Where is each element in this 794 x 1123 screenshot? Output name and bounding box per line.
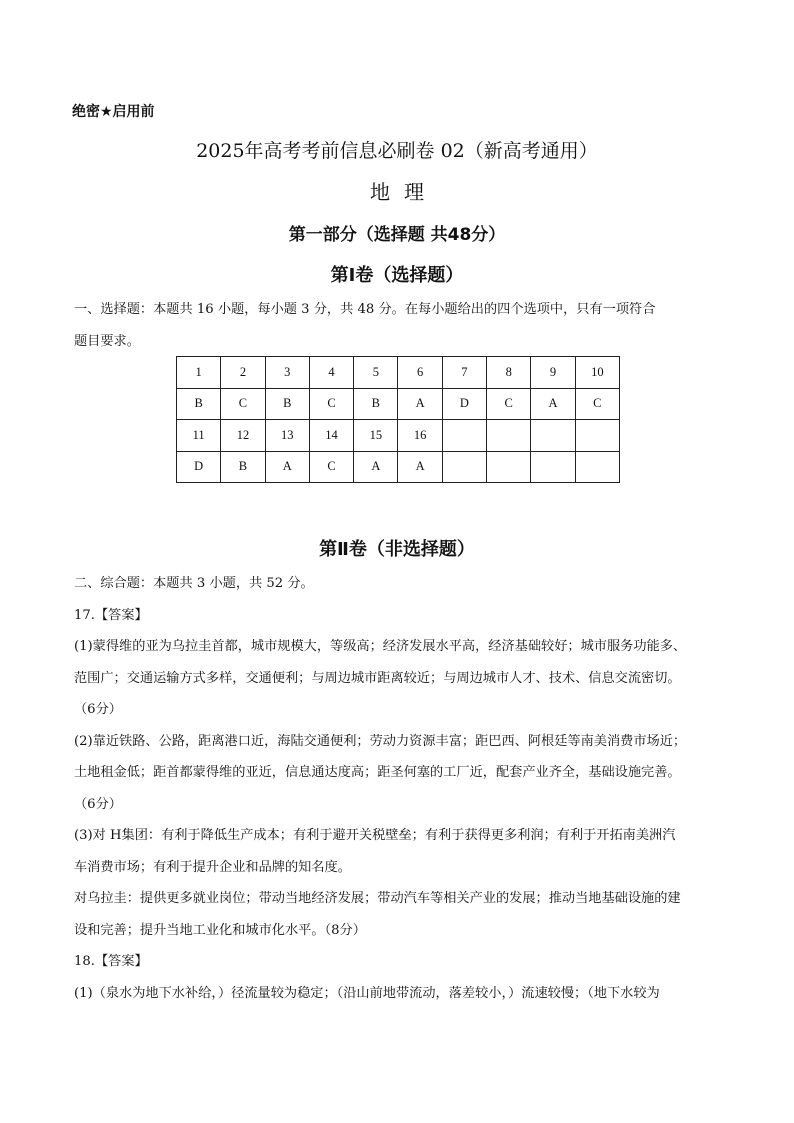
answer-table-cell: A <box>265 451 309 483</box>
answer-table-cell: C <box>575 388 619 420</box>
section1-intro <box>74 294 724 357</box>
answer-table-cell: B <box>354 388 398 420</box>
intro-line: 一、选择题：本题共 16 小题，每小题 3 分，共 48 分。在每小题给出的四个选项中，只有一项符合 <box>74 302 656 317</box>
answer-table-row <box>177 357 620 389</box>
answer-line: 范围广；交通运输方式多样，交通便利；与周边城市距离较近；与周边城市人才、技术、信息交流密切。 <box>74 670 681 686</box>
intro-line: 题目要求。 <box>74 333 140 349</box>
answer-table-cell <box>487 420 531 452</box>
answer-table-cell: 8 <box>487 357 531 389</box>
answer-table-cell: 4 <box>309 357 353 389</box>
answer-line: (3)对 H集团：有利于降低生产成本；有利于避开关税壁垒；有利于获得更多利润；有利于开拓南美洲汽 <box>74 828 676 843</box>
answer-table-cell: C <box>487 388 531 420</box>
answer-table-cell: A <box>354 451 398 483</box>
answer-table-cell: D <box>442 388 486 420</box>
answer-table <box>176 356 620 483</box>
answer-line: (1)蒙得维的亚为乌拉圭首都，城市规模大，等级高；经济发展水平高，经济基础较好；城市服务功能多、 <box>74 639 687 654</box>
answer-table-cell <box>442 420 486 452</box>
answer-line: 设和完善；提升当地工业化和城市化水平。（8分） <box>74 922 366 938</box>
answer-line: （6分） <box>74 702 122 717</box>
answer-line: （6分） <box>74 796 122 812</box>
answer-table-cell: D <box>177 451 221 483</box>
section2-intro: 二、综合题：本题共 3 小题，共 52 分。 <box>74 576 314 591</box>
answer-table-cell: C <box>221 388 265 420</box>
answer-table-cell: 15 <box>354 420 398 452</box>
answer-table-row <box>177 420 620 452</box>
answer-table-cell: 1 <box>177 357 221 389</box>
answer-line: (2)靠近铁路、公路，距离港口近，海陆交通便利；劳动力资源丰富；距巴西、阿根廷等南美消费市场近； <box>74 733 687 749</box>
answer-table-cell <box>442 451 486 483</box>
answer-table-cell: 10 <box>575 357 619 389</box>
answer-table-cell: 9 <box>531 357 575 389</box>
answer-table-cell <box>531 451 575 483</box>
answer-table-cell <box>487 451 531 483</box>
answer-table-cell: A <box>531 388 575 420</box>
answer-table-cell: C <box>309 388 353 420</box>
answer-table-cell: 12 <box>221 420 265 452</box>
answer-table-cell <box>531 420 575 452</box>
answer-table-cell: B <box>265 388 309 420</box>
answer-table-cell: B <box>177 388 221 420</box>
confidential-label: 绝密★启用前 <box>72 104 155 120</box>
section2-content <box>74 568 724 1009</box>
answer-line: 车消费市场；有利于提升企业和品牌的知名度。 <box>74 859 351 875</box>
answer-table-cell: 5 <box>354 357 398 389</box>
answer-table-row <box>177 388 620 420</box>
part-one-heading: 第一部分（选择题 共48分） <box>288 225 506 245</box>
answer-table-cell: 13 <box>265 420 309 452</box>
answer-table-cell: B <box>221 451 265 483</box>
exam-title: 2025年高考考前信息必刷卷 02（新高考通用） <box>196 140 598 162</box>
answer-table-cell: 14 <box>309 420 353 452</box>
answer-line: (1)（泉水为地下水补给，）径流量较为稳定；（沿山前地带流动，落差较小，）流速较慢；（地下水较为 <box>74 985 660 1001</box>
answer-table-cell: 3 <box>265 357 309 389</box>
answer-table-cell <box>575 451 619 483</box>
answer-table-cell: 6 <box>398 357 442 389</box>
answer-table-cell: 7 <box>442 357 486 389</box>
answer-table-cell: A <box>398 388 442 420</box>
section2-heading: 第Ⅱ卷（非选择题） <box>319 539 475 560</box>
answer-table-cell <box>575 420 619 452</box>
answer-table-cell: 2 <box>221 357 265 389</box>
answer-line: 对乌拉圭：提供更多就业岗位；带动当地经济发展；带动汽车等相关产业的发展；推动当地基础设施的建 <box>74 891 681 906</box>
answer-line: 18.【答案】 <box>74 954 148 969</box>
answer-table-cell: C <box>309 451 353 483</box>
answer-table-cell: A <box>398 451 442 483</box>
answer-line: 17.【答案】 <box>74 607 148 623</box>
subject-title: 地理 <box>370 180 438 204</box>
answer-table-cell: 11 <box>177 420 221 452</box>
section1-heading: 第Ⅰ卷（选择题） <box>330 265 464 286</box>
answer-table-cell: 16 <box>398 420 442 452</box>
answer-line: 土地租金低；距首都蒙得维的亚近，信息通达度高；距圣何塞的工厂近，配套产业齐全，基础设施完善。 <box>74 765 681 780</box>
answer-table-row <box>177 451 620 483</box>
